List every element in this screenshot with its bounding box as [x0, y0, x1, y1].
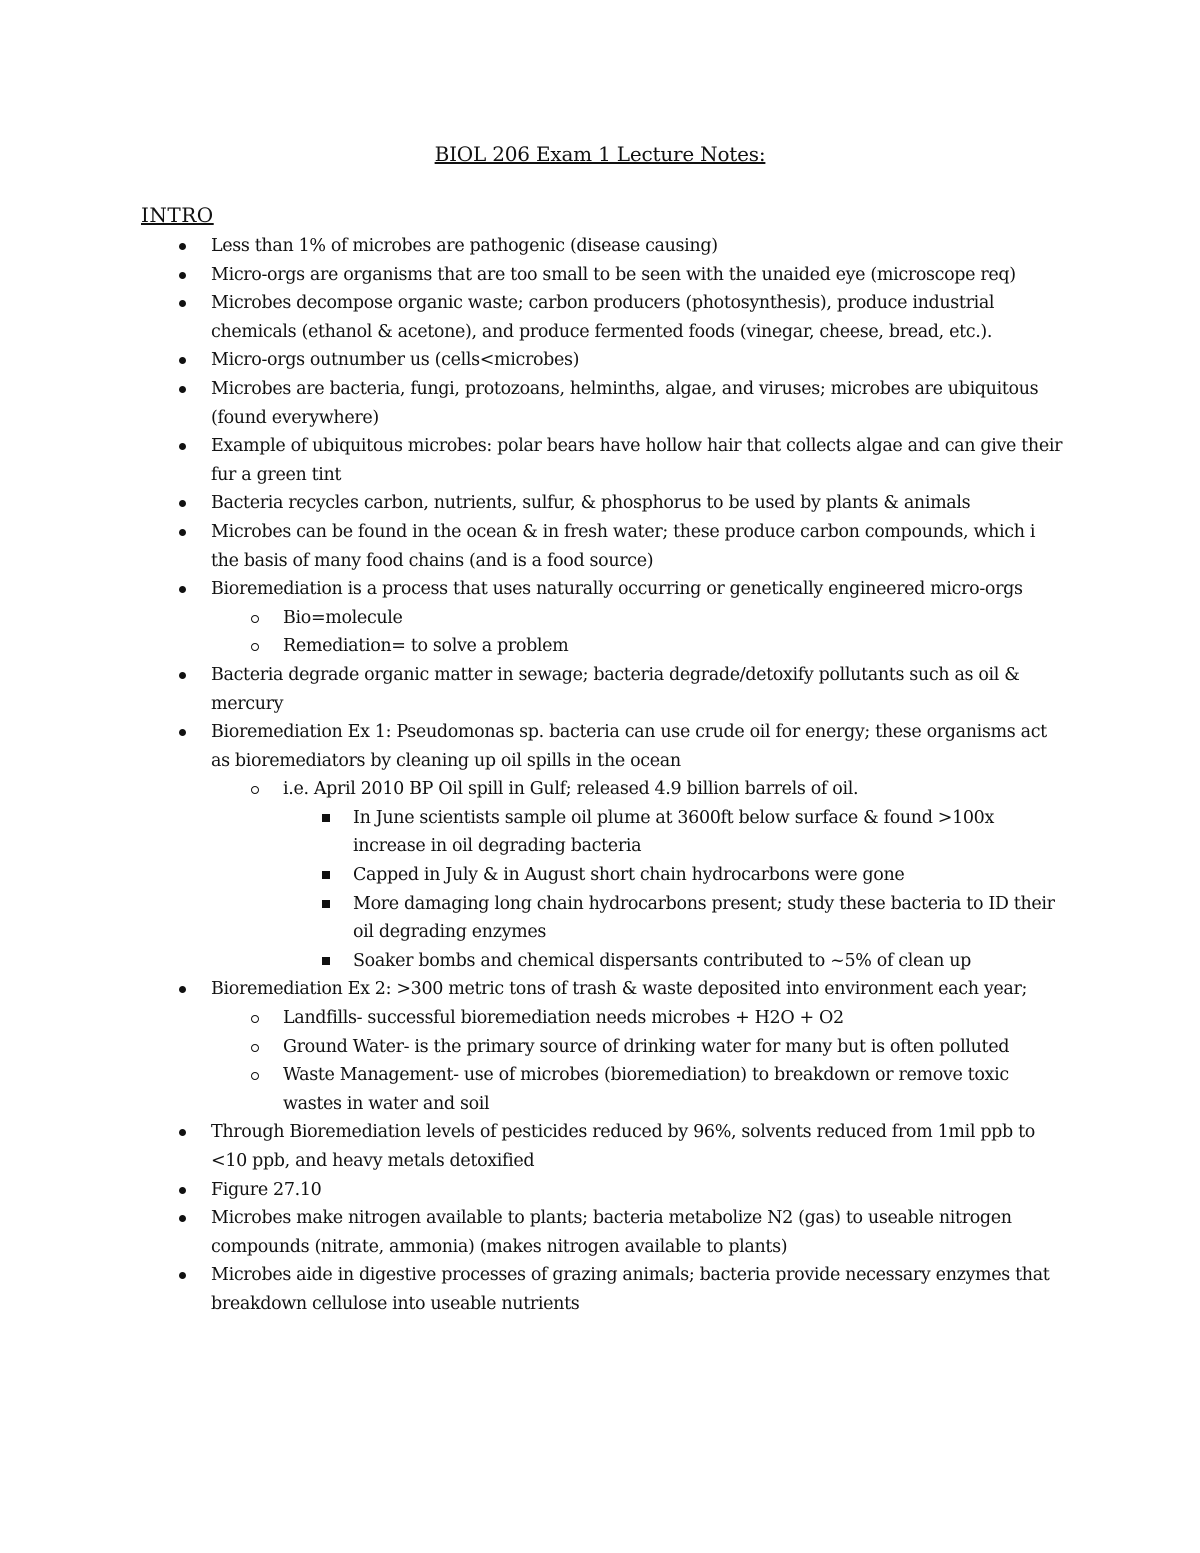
list-item: Bacteria recycles carbon, nutrients, sulfur, & phosphorus to be used by plants & animals — [175, 489, 1065, 518]
list-item — [175, 718, 1065, 975]
sub-list-item: Bio=molecule — [247, 604, 1065, 633]
detail-item: Capped in July & in August short chain hydrocarbons were gone — [319, 861, 1065, 890]
list-item-text: Bioremediation is a process that uses naturally occurring or genetically engineered micro-orgs — [211, 579, 1023, 600]
sub-list — [247, 1004, 1065, 1118]
detail-item: More damaging long chain hydrocarbons present; study these bacteria to ID their oil degrading enzymes — [319, 890, 1065, 947]
sub-list-item — [247, 775, 1065, 975]
list-item: Less than 1% of microbes are pathogenic (disease causing) — [175, 232, 1065, 261]
list-item-text: Bioremediation Ex 1: Pseudomonas sp. bacteria can use crude oil for energy; these organisms act as bioremediators by cleaning up oil spills in the ocean — [211, 722, 1047, 771]
section-heading: INTRO — [141, 203, 214, 227]
sub-list-item: Landfills- successful bioremediation needs microbes + H2O + O2 — [247, 1004, 1065, 1033]
list-item: Microbes make nitrogen available to plants; bacteria metabolize N2 (gas) to useable nitrogen compounds (nitrate, ammonia) (makes nitrogen available to plants) — [175, 1204, 1065, 1261]
sub-list-item: Remediation= to solve a problem — [247, 632, 1065, 661]
list-item — [175, 975, 1065, 1118]
detail-item: In June scientists sample oil plume at 3600ft below surface & found >100x increase in oil degrading bacteria — [319, 804, 1065, 861]
document-title: BIOL 206 Exam 1 Lecture Notes: — [434, 142, 766, 166]
sub-list-item-text: i.e. April 2010 BP Oil spill in Gulf; released 4.9 billion barrels of oil. — [283, 779, 859, 800]
list-item: Microbes decompose organic waste; carbon producers (photosynthesis), produce industrial chemicals (ethanol & acetone), and produce fermented foods (vinegar, cheese, bread, etc.). — [175, 289, 1065, 346]
sub-list-item: Ground Water- is the primary source of drinking water for many but is often polluted — [247, 1033, 1065, 1062]
sub-list — [247, 775, 1065, 975]
list-item: Micro-orgs outnumber us (cells<microbes) — [175, 346, 1065, 375]
list-item: Example of ubiquitous microbes: polar bears have hollow hair that collects algae and can give their fur a green tint — [175, 432, 1065, 489]
list-item: Microbes can be found in the ocean & in fresh water; these produce carbon compounds, which i the basis of many food chains (and is a food source) — [175, 518, 1065, 575]
list-item: Microbes aide in digestive processes of grazing animals; bacteria provide necessary enzymes that breakdown cellulose into useable nutrients — [175, 1261, 1065, 1318]
list-item: Micro-orgs are organisms that are too small to be seen with the unaided eye (microscope req) — [175, 261, 1065, 290]
detail-list — [319, 804, 1065, 976]
list-item: Bacteria degrade organic matter in sewage; bacteria degrade/detoxify pollutants such as oil & mercury — [175, 661, 1065, 718]
bullet-list — [175, 232, 1065, 1319]
list-item: Figure 27.10 — [175, 1176, 1065, 1205]
list-item — [175, 575, 1065, 661]
sub-list-item: Waste Management- use of microbes (bioremediation) to breakdown or remove toxic wastes in water and soil — [247, 1061, 1065, 1118]
list-item-text: Bioremediation Ex 2: >300 metric tons of trash & waste deposited into environment each year; — [211, 979, 1028, 1000]
sub-list — [247, 604, 1065, 661]
list-item: Through Bioremediation levels of pesticides reduced by 96%, solvents reduced from 1mil ppb to <10 ppb, and heavy metals detoxified — [175, 1118, 1065, 1175]
list-item: Microbes are bacteria, fungi, protozoans, helminths, algae, and viruses; microbes are ubiquitous (found everywhere) — [175, 375, 1065, 432]
detail-item: Soaker bombs and chemical dispersants contributed to ~5% of clean up — [319, 947, 1065, 976]
